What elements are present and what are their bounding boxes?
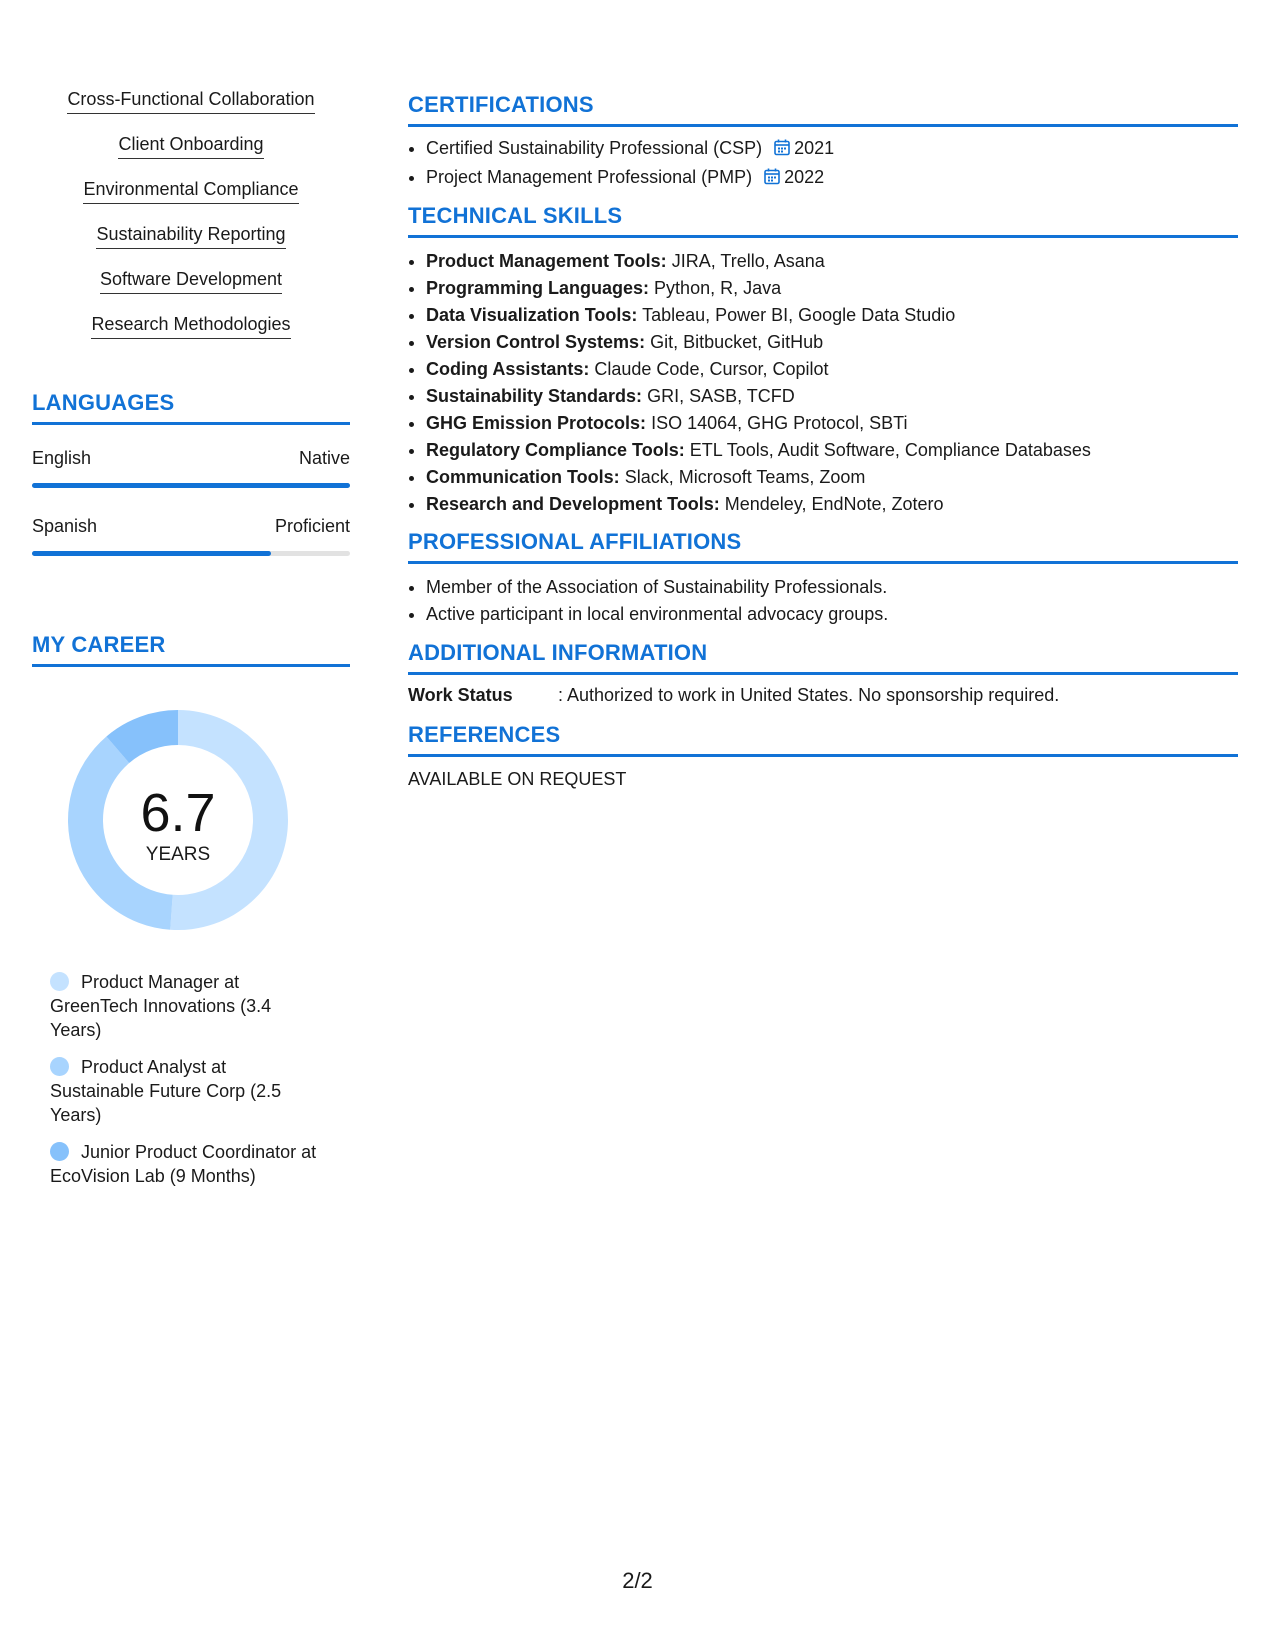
skill-item xyxy=(32,223,350,268)
affiliations-section xyxy=(408,529,1238,628)
proficiency-fill xyxy=(32,551,271,556)
references-section xyxy=(408,722,1238,790)
work-status-label: Work Status xyxy=(408,685,513,705)
language-item xyxy=(32,516,350,556)
languages-heading: LANGUAGES xyxy=(32,390,350,425)
references-text: AVAILABLE ON REQUEST xyxy=(408,769,627,789)
legend-dot xyxy=(50,1142,69,1161)
career-section xyxy=(32,632,350,667)
skill-label: Cross-Functional Collaboration xyxy=(67,88,314,114)
tech-skill-item xyxy=(426,275,1238,302)
references-heading: REFERENCES xyxy=(408,722,1238,757)
tech-skill-label: Coding Assistants: xyxy=(426,359,590,379)
legend-item xyxy=(50,1140,320,1188)
calendar-icon xyxy=(774,137,790,164)
tech-skill-label: Programming Languages: xyxy=(426,278,650,298)
tech-skill-item xyxy=(426,410,1238,437)
tech-skill-value: JIRA, Trello, Asana xyxy=(671,251,825,271)
tech-skill-value: Slack, Microsoft Teams, Zoom xyxy=(624,467,866,487)
certifications-section xyxy=(408,92,1238,193)
certifications-heading: CERTIFICATIONS xyxy=(408,92,1238,127)
career-legend xyxy=(50,970,320,1201)
career-total-years: 6.7 xyxy=(140,783,216,843)
language-name: Spanish xyxy=(32,516,98,536)
legend-label: Junior Product Coordinator at EcoVision Lab (9 Months) xyxy=(50,1142,317,1186)
technical-skills-heading: TECHNICAL SKILLS xyxy=(408,203,1238,238)
work-status-value: : Authorized to work in United States. No sponsorship required. xyxy=(558,685,1060,705)
skill-label: Software Development xyxy=(100,268,282,294)
tech-skill-label: Version Control Systems: xyxy=(426,332,646,352)
tech-skill-label: Product Management Tools: xyxy=(426,251,667,271)
legend-item xyxy=(50,1055,320,1127)
languages-section xyxy=(32,390,350,425)
tech-skill-value: Claude Code, Cursor, Copilot xyxy=(594,359,829,379)
tech-skill-label: Research and Development Tools: xyxy=(426,494,720,514)
tech-skill-item xyxy=(426,356,1238,383)
tech-skill-value: Git, Bitbucket, GitHub xyxy=(650,332,824,352)
page-number: 2/2 xyxy=(622,1568,653,1593)
language-item xyxy=(32,448,350,488)
work-status-row xyxy=(408,685,1238,706)
additional-info-section xyxy=(408,640,1238,706)
tech-skill-label: Communication Tools: xyxy=(426,467,620,487)
tech-skill-item xyxy=(426,329,1238,356)
certification-item xyxy=(426,164,1238,193)
career-donut xyxy=(66,708,290,932)
legend-dot xyxy=(50,1057,69,1076)
proficiency-bar xyxy=(32,483,350,488)
tech-skill-item xyxy=(426,248,1238,275)
career-unit: YEARS xyxy=(145,844,211,865)
language-name: English xyxy=(32,448,92,468)
career-heading: MY CAREER xyxy=(32,632,350,667)
certification-name: Project Management Professional (PMP) xyxy=(426,167,753,187)
tech-skill-value: Mendeley, EndNote, Zotero xyxy=(724,494,944,514)
tech-skill-item xyxy=(426,302,1238,329)
legend-label: Product Analyst at Sustainable Future Corp (2.5 Years) xyxy=(50,1057,282,1125)
tech-skill-label: Regulatory Compliance Tools: xyxy=(426,440,685,460)
skill-item xyxy=(32,268,350,313)
skill-item xyxy=(32,88,350,133)
tech-skill-label: Data Visualization Tools: xyxy=(426,305,638,325)
skill-item xyxy=(32,178,350,223)
certification-year: 2022 xyxy=(784,167,825,187)
skill-item xyxy=(32,313,350,358)
proficiency-fill xyxy=(32,483,350,488)
tech-skill-value: Python, R, Java xyxy=(654,278,782,298)
tech-skill-label: GHG Emission Protocols: xyxy=(426,413,647,433)
tech-skill-item xyxy=(426,383,1238,410)
tech-skill-label: Sustainability Standards: xyxy=(426,386,643,406)
tech-skill-value: Tableau, Power BI, Google Data Studio xyxy=(642,305,956,325)
affiliation-item: • Active participant in local environmental advocacy groups. xyxy=(426,601,1238,628)
language-level: Proficient xyxy=(274,516,350,536)
legend-label: Product Manager at GreenTech Innovations (3.4 Years) xyxy=(50,972,272,1040)
skills-list xyxy=(32,88,350,358)
certification-name: Certified Sustainability Professional (CSP) xyxy=(426,138,763,158)
tech-skill-value: ISO 14064, GHG Protocol, SBTi xyxy=(651,413,908,433)
tech-skill-item xyxy=(426,491,1238,518)
tech-skill-value: ETL Tools, Audit Software, Compliance Databases xyxy=(689,440,1091,460)
affiliation-item: • Member of the Association of Sustainability Professionals. xyxy=(426,574,1238,601)
tech-skill-item xyxy=(426,464,1238,491)
calendar-icon xyxy=(764,166,780,193)
tech-skill-item xyxy=(426,437,1238,464)
language-level: Native xyxy=(298,448,350,468)
technical-skills-section xyxy=(408,203,1238,518)
affiliations-heading: PROFESSIONAL AFFILIATIONS xyxy=(408,529,1238,564)
skill-label: Research Methodologies xyxy=(91,313,290,339)
skill-label: Sustainability Reporting xyxy=(96,223,285,249)
skill-item xyxy=(32,133,350,178)
certification-item xyxy=(426,135,1238,164)
legend-dot xyxy=(50,972,69,991)
additional-info-heading: ADDITIONAL INFORMATION xyxy=(408,640,1238,675)
proficiency-bar xyxy=(32,551,350,556)
legend-item xyxy=(50,970,320,1042)
certification-year: 2021 xyxy=(794,138,835,158)
tech-skill-value: GRI, SASB, TCFD xyxy=(647,386,795,406)
skill-label: Client Onboarding xyxy=(118,133,263,159)
skill-label: Environmental Compliance xyxy=(83,178,298,204)
